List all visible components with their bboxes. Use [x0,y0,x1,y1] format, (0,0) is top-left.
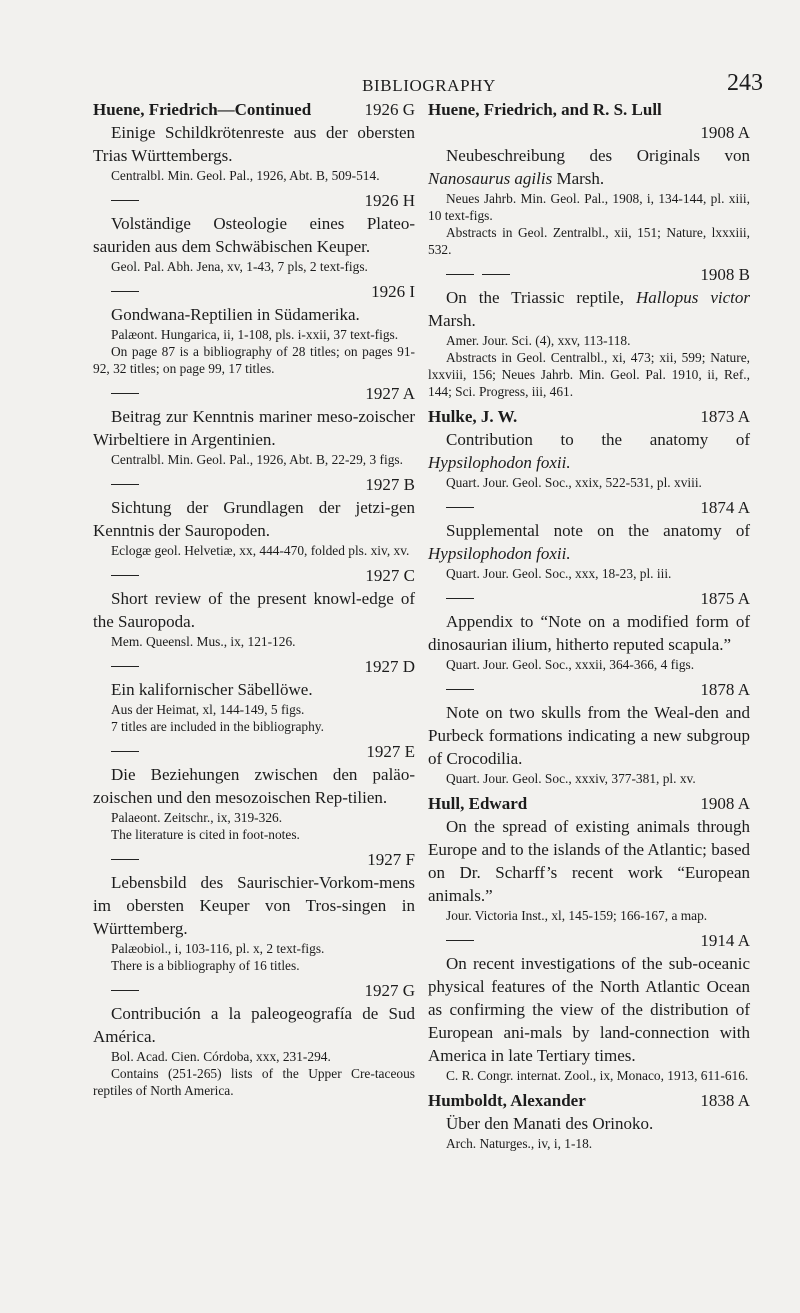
entry-year: 1875 A [700,589,750,608]
bib-entry [93,473,415,559]
ditto-dash-line [93,564,415,587]
bib-entry [428,98,750,258]
entry-year: 1927 B [365,475,415,494]
bib-entry [428,678,750,787]
entry-year: 1878 A [700,680,750,699]
entry-head [428,98,750,121]
entry-citation: Quart. Jour. Geol. Soc., xxx, 18-23, pl. iii. [446,566,672,581]
entry-title: Gondwana-Reptilien in Südamerika. [111,305,360,324]
entry-note: Contains (251-265) lists of the Upper Cre-taceous reptiles of North America. [93,1066,415,1098]
entry-citation: Mem. Queensl. Mus., ix, 121-126. [111,634,296,649]
entry-citation: Quart. Jour. Geol. Soc., xxxii, 364-366, 4 figs. [446,657,695,672]
entry-title: Volständige Osteologie eines Plateo-sauriden aus dem Schwäbischen Keuper. [93,214,415,256]
bib-entry [428,792,750,924]
entry-title: Die Beziehungen zwischen den paläo-zoischen und den mesozoischen Rep-tilien. [93,765,415,807]
entry-citation: Palæont. Hungarica, ii, 1-108, pls. i-xxii, 37 text-figs. [111,327,399,342]
ditto-dash [111,484,139,485]
entry-title: On the spread of existing animals through Europe and to the islands of the Atlantic; based on Dr. Scharff’s recent work “European animals.” [428,817,750,905]
bib-entry [428,587,750,673]
ditto-dash-line [428,496,750,519]
entry-note: Abstracts in Geol. Centralbl., xi, 473; xii, 599; Nature, lxxviii, 156; Neues Jahrb. Min. Geol. Pal. 1910, ii, Ref., 144; Sci. Progress, iii, 461. [428,350,750,399]
ditto-dash-line [93,979,415,1002]
author-name: Humboldt, Alexander [428,1091,586,1110]
ditto-dash-line [93,189,415,212]
ditto-dash [111,666,139,667]
entry-year: 1927 G [364,981,415,1000]
entry-year: 1926 H [364,191,415,210]
bib-entry [428,263,750,400]
bib-entry [93,564,415,650]
ditto-dash-line [93,848,415,871]
ditto-dash [111,200,139,201]
entry-year: 1926 G [364,100,415,119]
ditto-dash [111,575,139,576]
ditto-dash [482,274,510,275]
entry-head [428,405,750,428]
entry-note: The literature is cited in foot-notes. [111,827,300,842]
ditto-dash [446,507,474,508]
ditto-dash [111,859,139,860]
entry-title: On the Triassic reptile, Hallopus victor Marsh. [428,288,750,330]
bib-entry [428,1089,750,1152]
entry-note: 7 titles are included in the bibliography. [111,719,324,734]
entry-title: Short review of the present knowl-edge of the Sauropoda. [93,589,415,631]
page-number: 243 [727,70,763,96]
ditto-dash [111,393,139,394]
entry-year: 1838 A [700,1091,750,1110]
entry-citation: Centralbl. Min. Geol. Pal., 1926, Abt. B, 22-29, 3 figs. [111,452,403,467]
entry-year: 1927 F [367,850,415,869]
entry-title: Beitrag zur Kenntnis mariner meso-zoischer Wirbeltiere in Argentinien. [93,407,415,449]
entry-citation: Quart. Jour. Geol. Soc., xxix, 522-531, pl. xviii. [446,475,702,490]
entry-title: Über den Manati des Orinoko. [446,1114,654,1133]
ditto-dash-line [428,678,750,701]
entry-title: On recent investigations of the sub-oceanic physical features of the North Atlantic Ocean as confirming the view of the distribution of European ani-mals by land-connection with America in late Tertiary times. [428,954,750,1065]
entry-citation: Amer. Jour. Sci. (4), xxv, 113-118. [446,333,631,348]
entry-title: Lebensbild des Saurischier-Vorkom-mens im obersten Keuper von Tros-singen in Württemberg. [93,873,415,938]
bib-entry [93,979,415,1099]
entry-head [428,1089,750,1112]
ditto-dash-line [428,587,750,610]
bib-entry [93,98,415,184]
ditto-dash [111,291,139,292]
ditto-dash-line [93,473,415,496]
bib-entry [93,280,415,377]
entry-year: 1927 C [365,566,415,585]
ditto-dash [111,990,139,991]
right-column [428,98,750,1157]
entry-citation: Neues Jahrb. Min. Geol. Pal., 1908, i, 134-144, pl. xiii, 10 text-figs. [428,191,750,223]
ditto-dash [446,689,474,690]
entry-year: 1908 A [700,794,750,813]
bib-entry [428,929,750,1084]
ditto-dash [446,598,474,599]
bib-entry [428,496,750,582]
entry-citation: Arch. Naturges., iv, i, 1-18. [446,1136,593,1151]
entry-title: Einige Schildkrötenreste aus der obersten Trias Württembergs. [93,123,415,165]
ditto-dash-line [93,740,415,763]
ditto-dash-line [93,655,415,678]
author-name: Hulke, J. W. [428,407,518,426]
entry-head [93,98,415,121]
ditto-dash [111,751,139,752]
entry-note: There is a bibliography of 16 titles. [111,958,300,973]
entry-year: 1927 D [364,657,415,676]
entry-title: Ein kalifornischer Säbellöwe. [111,680,313,699]
entry-citation: Aus der Heimat, xl, 144-149, 5 figs. [111,702,305,717]
entry-title: Note on two skulls from the Weal-den and Purbeck formations indicating a new subgroup of Crocodilia. [428,703,750,768]
ditto-dash [446,940,474,941]
entry-citation: C. R. Congr. internat. Zool., ix, Monaco, 1913, 611-616. [446,1068,749,1083]
entry-title: Supplemental note on the anatomy of Hypsilophodon foxii. [428,521,750,563]
entry-year: 1908 A [700,123,750,142]
entry-title: Sichtung der Grundlagen der jetzi-gen Kenntnis der Sauropoden. [93,498,415,540]
ditto-dash-line [93,382,415,405]
entry-citation: Palæobiol., i, 103-116, pl. x, 2 text-figs. [111,941,325,956]
entry-citation: Geol. Pal. Abh. Jena, xv, 1-43, 7 pls, 2 text-figs. [111,259,368,274]
entry-note: Abstracts in Geol. Zentralbl., xii, 151; Nature, lxxxiii, 532. [428,225,750,257]
entry-year: 1873 A [700,407,750,426]
entry-title: Contribución a la paleogeografía de Sud América. [93,1004,415,1046]
author-name: Huene, Friedrich—Continued [93,100,312,119]
entry-citation: Eclogæ geol. Helvetiæ, xx, 444-470, folded pls. xiv, xv. [111,543,410,558]
bib-entry [93,848,415,974]
entry-head [428,792,750,815]
ditto-dash-line [428,929,750,952]
entry-year: 1914 A [700,931,750,950]
entry-note: On page 87 is a bibliography of 28 titles; on pages 91-92, 32 titles; on page 99, 17 titles. [93,344,415,376]
entry-title: Contribution to the anatomy of Hypsilophodon foxii. [428,430,750,472]
entry-year: 1927 E [366,742,415,761]
entry-year: 1874 A [700,498,750,517]
author-name: Huene, Friedrich, and R. S. Lull [428,100,662,119]
running-head: BIBLIOGRAPHY [362,76,496,95]
left-column [93,98,415,1104]
entry-year-line [428,121,750,144]
bib-entry [428,405,750,491]
entry-citation: Jour. Victoria Inst., xl, 145-159; 166-167, a map. [446,908,708,923]
ditto-dash [446,274,474,275]
entry-year: 1908 B [700,265,750,284]
author-name: Hull, Edward [428,794,528,813]
entry-citation: Palaeont. Zeitschr., ix, 319-326. [111,810,283,825]
bib-entry [93,655,415,735]
bib-entry [93,740,415,843]
entry-year: 1927 A [365,384,415,403]
ditto-dash-line [93,280,415,303]
bib-entry [93,189,415,275]
entry-citation: Centralbl. Min. Geol. Pal., 1926, Abt. B, 509-514. [111,168,380,183]
entry-title: Neubeschreibung des Originals von Nanosaurus agilis Marsh. [428,146,750,188]
entry-citation: Quart. Jour. Geol. Soc., xxxiv, 377-381, pl. xv. [446,771,696,786]
bib-entry [93,382,415,468]
ditto-dash-line [428,263,750,286]
entry-year: 1926 I [371,282,415,301]
entry-citation: Bol. Acad. Cien. Córdoba, xxx, 231-294. [111,1049,331,1064]
entry-title: Appendix to “Note on a modified form of dinosaurian ilium, hitherto reputed scapula.” [428,612,750,654]
